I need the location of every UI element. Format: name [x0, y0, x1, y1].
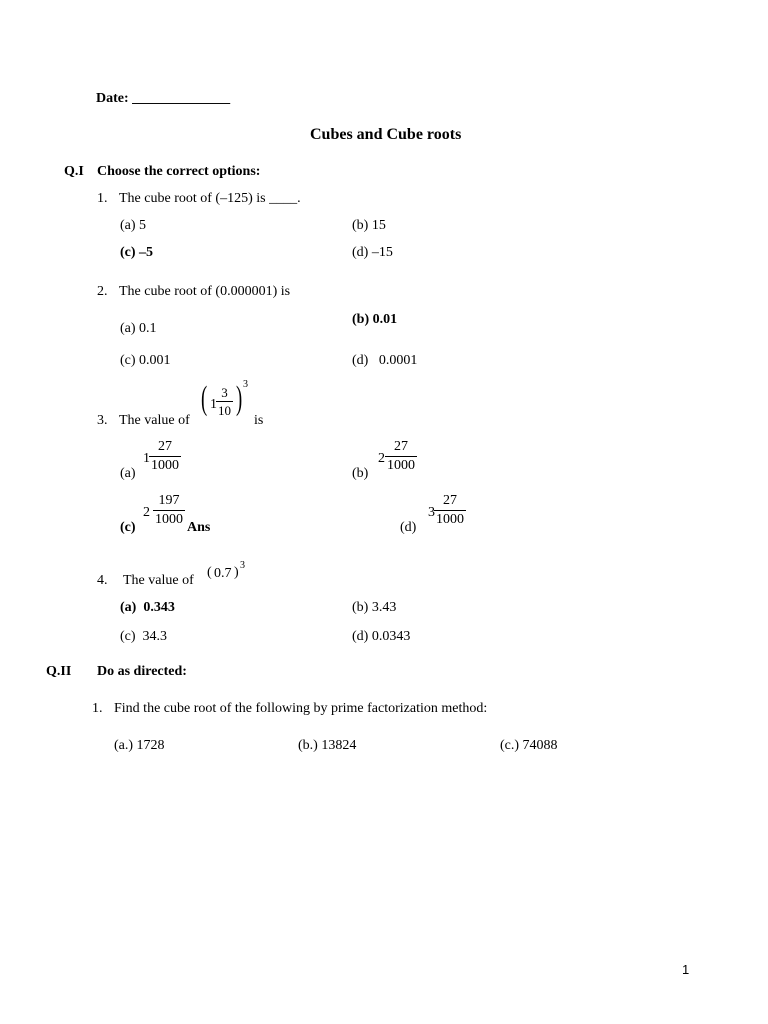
q2-option-c: (c) 0.001 — [120, 353, 171, 368]
q3-option-b-whole: 2 — [378, 451, 385, 466]
q3-option-b-label: (b) — [352, 466, 369, 481]
s2-q1-option-a: (a.) 1728 — [114, 738, 165, 753]
q1-option-d: (d) –15 — [352, 245, 393, 260]
q3-expr-whole: 1 — [210, 397, 217, 412]
q3-option-d-label: (d) — [400, 520, 417, 535]
q4-option-b: (b) 3.43 — [352, 600, 397, 615]
q1-option-a: (a) 5 — [120, 218, 147, 233]
q3-option-c-label: (c) — [120, 520, 136, 535]
question-1-text: The cube root of (–125) is ____. — [119, 191, 301, 206]
q3-expr-exponent: 3 — [243, 379, 248, 390]
q3-expr-numerator: 3 — [216, 386, 233, 402]
question-2-number: 2. — [97, 284, 108, 299]
section-2-label: Q.II — [46, 664, 72, 679]
section-2-question-1-text: Find the cube root of the following by prime factorization method: — [114, 701, 488, 716]
q2-option-d: (d) 0.0001 — [352, 353, 418, 368]
q3-option-d-numerator: 27 — [434, 494, 466, 511]
q3-expr-denominator: 10 — [218, 403, 231, 418]
q4-option-a-correct: (a) 0.343 — [120, 600, 175, 615]
q4-expr-base: 0.7 — [214, 566, 232, 581]
q3-option-d-whole: 3 — [428, 505, 435, 520]
question-4-number: 4. — [97, 573, 108, 588]
q3-option-a-whole: 1 — [143, 451, 150, 466]
q3-option-b-numerator: 27 — [385, 440, 417, 457]
q3-option-a-label: (a) — [120, 466, 136, 481]
q3-option-a-denominator: 1000 — [151, 458, 179, 473]
section-2-heading: Do as directed: — [97, 664, 187, 679]
question-3-suffix: is — [254, 413, 264, 428]
q2-option-b-correct: (b) 0.01 — [352, 312, 398, 327]
section-1-label: Q.I — [64, 164, 84, 179]
q3-option-b-fraction — [385, 440, 417, 473]
q3-option-c-denominator: 1000 — [155, 512, 183, 527]
q1-option-c-correct: (c) –5 — [120, 245, 154, 260]
page-title: Cubes and Cube roots — [310, 126, 462, 143]
q1-option-b: (b) 15 — [352, 218, 386, 233]
s2-q1-option-c: (c.) 74088 — [500, 738, 558, 753]
q3-option-d-fraction — [434, 494, 466, 527]
q3-expr-fraction — [216, 386, 233, 417]
q3-option-c-whole: 2 — [143, 505, 150, 520]
q3-option-a-fraction — [149, 440, 181, 473]
question-3-number: 3. — [97, 413, 108, 428]
section-2-question-1-number: 1. — [92, 701, 103, 716]
q3-option-a-numerator: 27 — [149, 440, 181, 457]
q4-option-d: (d) 0.0343 — [352, 629, 411, 644]
q2-option-a: (a) 0.1 — [120, 321, 157, 336]
section-1-heading: Choose the correct options: — [97, 164, 261, 179]
q3-answer-marker: Ans — [187, 520, 211, 535]
q4-expr-close-paren: ) — [234, 565, 239, 580]
question-4-text: The value of — [123, 573, 194, 588]
q3-option-d-denominator: 1000 — [436, 512, 464, 527]
q3-option-b-denominator: 1000 — [387, 458, 415, 473]
q4-expr-exponent: 3 — [240, 560, 245, 571]
q3-option-c-fraction — [153, 494, 185, 527]
s2-q1-option-b: (b.) 13824 — [298, 738, 357, 753]
date-label: Date: ______________ — [96, 91, 231, 106]
q3-option-c-numerator: 197 — [153, 494, 185, 511]
question-1-number: 1. — [97, 191, 108, 206]
q4-option-c: (c) 34.3 — [120, 629, 168, 644]
page-number: 1 — [682, 962, 690, 977]
q4-expr-open-paren: ( — [207, 565, 212, 580]
question-2-text: The cube root of (0.000001) is — [119, 284, 291, 299]
question-3-text: The value of — [119, 413, 190, 428]
